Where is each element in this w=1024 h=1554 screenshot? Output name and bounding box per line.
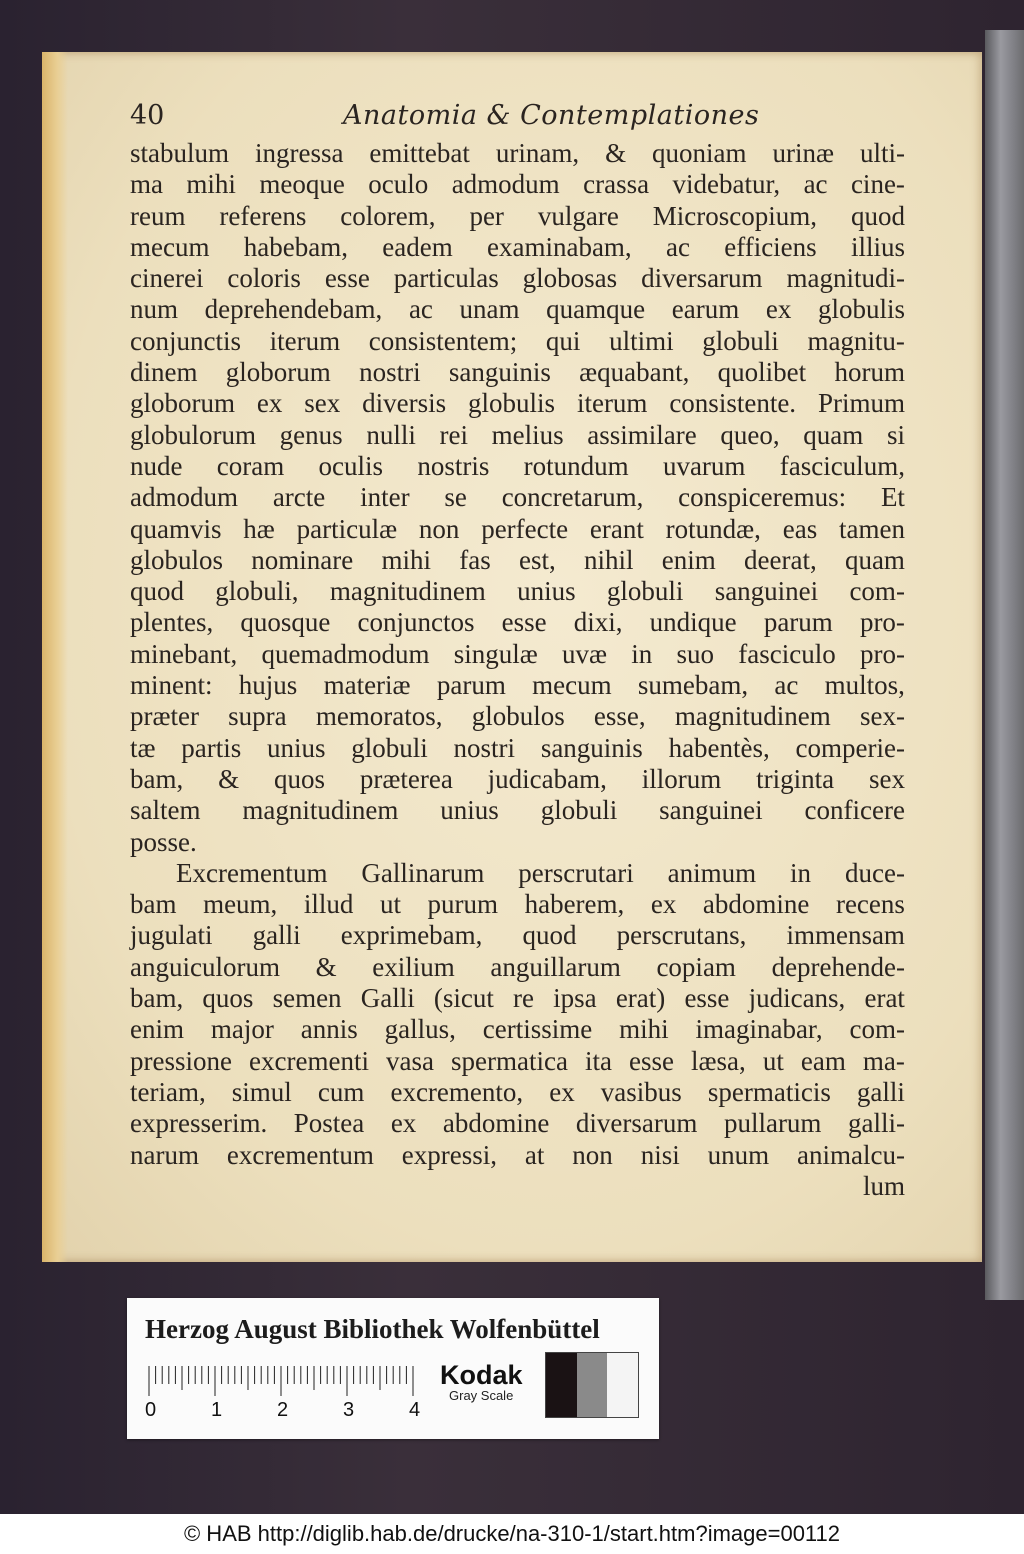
ruler-number: 0 — [145, 1399, 157, 1418]
text-line: nude coram oculis nostris rotundum uvarum fasciculum, — [130, 450, 905, 481]
ruler-number: 3 — [343, 1399, 355, 1418]
text-line: narum excrementum expressi, at non nisi unum animalcu- — [130, 1139, 905, 1170]
gray-patch — [607, 1353, 638, 1417]
gray-patch — [577, 1353, 608, 1417]
text-line: ma mihi meoque oculo admodum crassa videbatur, ac cine- — [130, 169, 905, 200]
text-line: reum referens colorem, per vulgare Microscopium, quod — [130, 200, 905, 231]
text-line: admodum arcte inter se concretarum, conspiceremus: Et — [130, 482, 905, 513]
text-line: bam meum, illud ut purum haberem, ex abdomine recens — [130, 889, 905, 920]
gray-patch — [546, 1353, 577, 1417]
gray-scale-patches — [545, 1352, 639, 1418]
text-line: jugulati galli exprimebam, quod perscrutans, immensam — [130, 920, 905, 951]
text-line: quamvis hæ particulæ non perfecte erant rotundæ, eas tamen — [130, 513, 905, 544]
text-line: minent: hujus materiæ parum mecum sumebam, ac multos, — [130, 670, 905, 701]
text-line: præter supra memoratos, globulos esse, magnitudinem sex- — [130, 701, 905, 732]
text-line: globulos nominare mihi fas est, nihil enim deerat, quam — [130, 544, 905, 575]
running-head: Anatomia & Contemplationes — [343, 100, 760, 131]
text-line: tæ partis unius globuli nostri sanguinis habentès, comperie- — [130, 732, 905, 763]
body-text — [130, 138, 905, 1202]
text-line: stabulum ingressa emittebat urinam, & quoniam urinæ ulti- — [130, 138, 905, 168]
library-name: Herzog August Bibliothek Wolfenbüttel — [145, 1314, 600, 1344]
text-line: conjunctis iterum consistentem; qui ultimi globuli magnitu- — [130, 325, 905, 356]
text-line: anguiculorum & exilium anguillarum copiam deprehende- — [130, 951, 905, 982]
color-target-card — [127, 1298, 659, 1439]
text-line: num deprehendebam, ac unam quamque earum ex globulis — [130, 294, 905, 325]
text-line: quod globuli, magnitudinem unius globuli sanguinei com- — [130, 576, 905, 607]
text-line: posse. — [130, 826, 197, 857]
ruler — [145, 1364, 425, 1418]
text-line: saltem magnitudinem unius globuli sanguinei conficere — [130, 795, 905, 826]
text-line: cinerei coloris esse particulas globosas diversarum magnitudi- — [130, 263, 905, 294]
text-line: bam, & quos præterea judicabam, illorum triginta sex — [130, 763, 905, 794]
gray-scale-label: Gray Scale — [449, 1388, 514, 1403]
page-number: 40 — [130, 100, 165, 131]
text-line: bam, quos semen Galli (sicut re ipsa erat) esse judicans, erat — [130, 983, 905, 1014]
ruler-number: 4 — [409, 1399, 421, 1418]
text-line: teriam, simul cum excremento, ex vasibus spermaticis galli — [130, 1076, 905, 1107]
text-line: minebant, quemadmodum singulæ uvæ in suo fasciculo pro- — [130, 638, 905, 669]
text-line: globulorum genus nulli rei melius assimilare queo, quam si — [130, 419, 905, 450]
ruler-number: 1 — [211, 1399, 223, 1418]
text-line: mecum habebam, eadem examinabam, ac efficiens illius — [130, 231, 905, 262]
page-gutter — [42, 52, 68, 1262]
text-line: enim major annis gallus, certissime mihi imaginabar, com- — [130, 1014, 905, 1045]
text-line: plentes, quosque conjunctos esse dixi, undique parum pro- — [130, 607, 905, 638]
ruler-number: 2 — [277, 1399, 289, 1418]
text-line: Excrementum Gallinarum perscrutari animum in duce- — [176, 857, 905, 888]
text-line: dinem globorum nostri sanguinis æquabant, quolibet horum — [130, 357, 905, 388]
adjacent-page-edge — [985, 30, 1024, 1300]
copyright-footer: © HAB http://diglib.hab.de/drucke/na-310-1/start.htm?image=00112 — [0, 1514, 1024, 1554]
catchword: lum — [862, 1170, 905, 1201]
kodak-logo: Kodak — [440, 1360, 523, 1390]
text-line: globorum ex sex diversis globulis iterum consistente. Primum — [130, 388, 905, 419]
text-line: pressione excrementi vasa spermatica ita esse læsa, ut eam ma- — [130, 1045, 905, 1076]
text-line: expresserim. Postea ex abdomine diversarum pullarum galli- — [130, 1108, 905, 1139]
